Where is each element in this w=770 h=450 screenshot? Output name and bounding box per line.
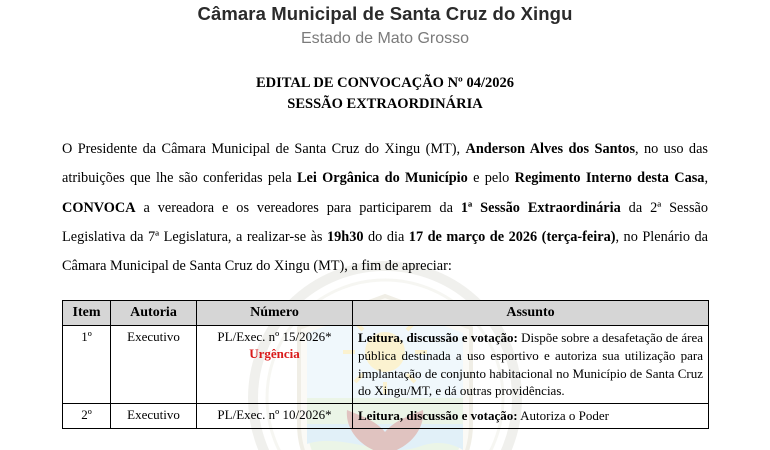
title-line-2: SESSÃO EXTRAORDINÁRIA (287, 96, 483, 113)
body-text-g: do dia (363, 229, 409, 246)
table-row (63, 404, 709, 429)
city-name: Câmara Municipal de Santa Cruz do Xingu (197, 3, 573, 24)
assunto-lead: Leitura, discussão e votação: (358, 329, 518, 345)
assunto-lead: Leitura, discussão e votação: (358, 408, 518, 424)
body-text-h: , no Plenário da Câmara Municipal de Santa Cruz do Xingu (MT), a fim de apreciar: (62, 229, 708, 275)
cell-assunto (353, 325, 709, 404)
bill-number: PL/Exec. nº 10/2026* (217, 407, 332, 423)
column-header-item: Item (63, 300, 111, 325)
body-text-c: e pelo (467, 170, 515, 187)
column-header-autoria: Autoria (111, 300, 197, 325)
cell-autoria: Executivo (111, 325, 197, 404)
cell-numero (197, 325, 353, 404)
agenda-table (62, 300, 709, 430)
body-paragraph (62, 135, 708, 281)
president-name: Anderson Alves dos Santos (465, 141, 636, 158)
convoca-keyword: CONVOCA (62, 199, 136, 216)
body-text-e: a vereadora e os vereadores para participarem da (135, 199, 461, 216)
bill-number: PL/Exec. nº 15/2026* (217, 328, 332, 344)
table-row (63, 325, 709, 404)
cell-item: 2º (63, 404, 111, 429)
body-text-b: , no uso das atribuições que lhe são conferidas pela (62, 141, 708, 187)
body-text-f: da 2ª Sessão Legislativa da 7ª Legislatura, a realizar-se às (62, 199, 708, 246)
session-date: 17 de março de 2026 (terça-feira) (408, 229, 616, 246)
cell-assunto (353, 404, 709, 429)
body-text-a: O Presidente da Câmara Municipal de Santa Cruz do Xingu (MT), (62, 141, 466, 158)
table-header-row (63, 300, 709, 325)
internal-rules-reference: Regimento Interno desta Casa (514, 170, 705, 187)
session-reference: 1ª Sessão Extraordinária (460, 199, 621, 216)
session-time: 19h30 (326, 229, 364, 246)
body-text-d: , (704, 170, 709, 187)
title-line-1: EDITAL DE CONVOCAÇÃO Nº 04/2026 (256, 75, 514, 92)
cell-autoria: Executivo (111, 404, 197, 429)
column-header-assunto: Assunto (353, 300, 709, 325)
agenda-table-wrapper (62, 300, 708, 430)
column-header-numero: Número (197, 300, 353, 325)
urgency-badge: Urgência (249, 345, 300, 361)
page-title (0, 73, 770, 115)
organic-law-reference: Lei Orgânica do Município (297, 170, 468, 187)
cell-item: 1º (63, 325, 111, 404)
state-name: Estado de Mato Grosso (300, 30, 470, 48)
cell-numero (197, 404, 353, 429)
assunto-text: Dispõe sobre a desafetação de área pública destinada a uso esportivo e autoriza sua utilização para implantação de conjunto habitacional no Município de Santa Cruz do Xingu/MT, e dá outras providências. (358, 329, 703, 399)
assunto-text: Autoriza o Poder (517, 408, 609, 424)
document-header (0, 0, 770, 51)
